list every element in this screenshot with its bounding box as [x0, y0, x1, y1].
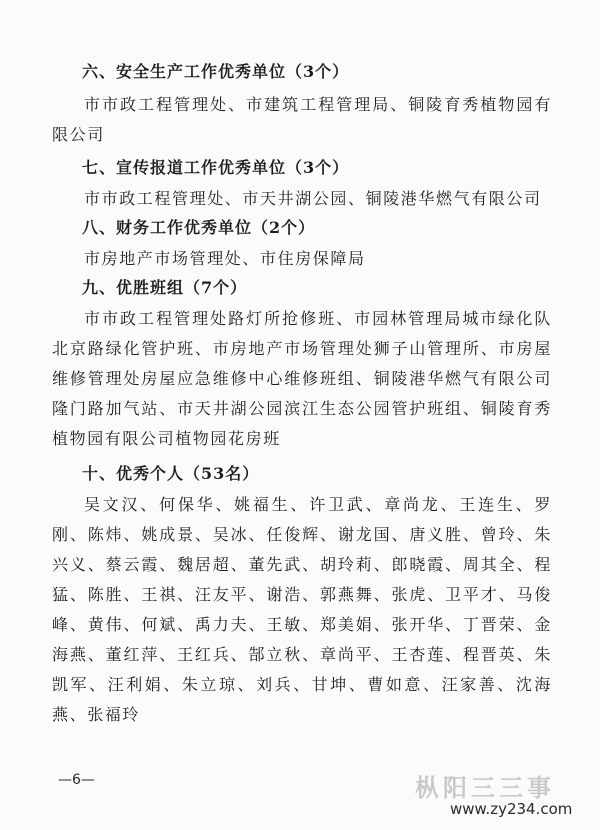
section-heading-safety: 六、安全生产工作优秀单位（3个） — [82, 62, 350, 81]
section-body-safety: 市市政工程管理处、市建筑工程管理局、铜陵育秀植物园有限公司 — [52, 95, 552, 144]
page-number: —6— — [58, 772, 95, 788]
section-heading-finance: 八、财务工作优秀单位（2个） — [82, 218, 316, 237]
section-heading-publicity: 七、宣传报道工作优秀单位（3个） — [82, 158, 350, 177]
watermark-url: www.zy234.com — [450, 800, 573, 818]
watermark-title: 枞阳三三事 — [415, 774, 555, 802]
section-body-teams: 市市政工程管理处路灯所抢修班、市园林管理局城市绿化队北京路绿化管护班、市房地产市场管理处狮子山管理所、市房屋维修管理处房屋应急维修中心维修班组、铜陵港华燃气有限公司隆门路加气站、市天井湖公园滨江生态公园管护班组、铜陵育秀植物园有限公司植物园花房班 — [52, 309, 552, 448]
section-body-publicity: 市市政工程管理处、市天井湖公园、铜陵港华燃气有限公司 — [84, 189, 542, 208]
section-body-individuals: 吴文汉、何保华、姚福生、许卫武、章尚龙、王连生、罗刚、陈炜、姚成景、吴冰、任俊辉、谢龙国、唐义胜、曾玲、朱兴义、蔡云霞、魏居超、董先武、胡玲莉、郎晓霞、周其全、程猛、陈胜、王祺、汪友平、谢浩、郭燕舞、张虎、卫平才、马俊峰、黄伟、何斌、禹力夫、王敏、郑美娟、张开华、丁晋荣、金海燕、董红萍、王红兵、郜立秋、章尚平、王杏莲、程晋英、朱凯军、汪利娟、朱立琼、刘兵、甘坤、曹如意、汪家善、沈海燕、张福玲 — [52, 495, 552, 724]
section-heading-teams: 九、优胜班组（7个） — [82, 278, 248, 297]
document-content — [52, 58, 552, 730]
section-body-finance: 市房地产市场管理处、市住房保障局 — [84, 249, 366, 268]
section-heading-individuals: 十、优秀个人（53名） — [82, 464, 260, 483]
